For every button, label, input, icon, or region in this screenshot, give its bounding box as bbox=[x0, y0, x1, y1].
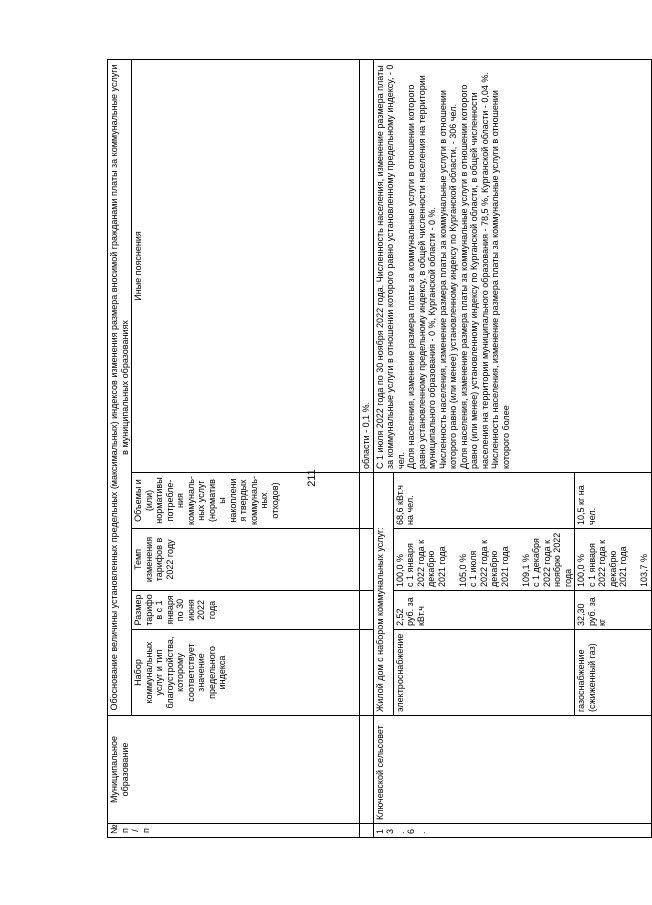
row-explanation: С 1 июля 2022 года по 30 ноября 2022 года. Численность населения, изменение размера платы за коммунальные услуги в отношении которого равно установленному предельному индексу, - 0 чел. Доля населения, изменение размера платы за коммунальные услуги в отношении которого равно установленному предельному индексу, в общей численности населения на территории муниципального образования - 0 %, Курганской области - 0 %. Численность населения, изменение размера платы за коммунальные услуги в отношении которого равно (или менее) установленному индексу по Курганской области, - 306 чел. Доля населения, изменение размера платы за коммунальные услуги в отношении которого равно (или менее) установленному индексу по Курганской области, в общей численности населения на территории муниципального образования - 78,5 %, Курганской области - 0,04 %. Численность населения, изменение размера платы за коммунальные услуги в отношении которого более bbox=[373, 59, 651, 472]
page-number: 211 bbox=[306, 469, 318, 487]
service-name: электроснабжение bbox=[393, 630, 575, 716]
rotated-table-container bbox=[107, 60, 649, 838]
service-rate: 100,0 % с 1 января 2022 года к декабрю 2021 года 105,0 % с 1 июля 2022 года к декабрю 2021 года 109,1 % с 1 декабря 2022 года к ноябрю 2022 года bbox=[393, 529, 575, 591]
header-tariff-rate: Темп изменения тарифов в 2022 году bbox=[132, 529, 360, 591]
row-number: 13.6. bbox=[373, 824, 651, 838]
header-other: Иные пояснения bbox=[132, 59, 360, 472]
header-num: № п/п bbox=[108, 824, 360, 838]
header-justification: Обоснование величины установленных предельных (максимальных) индексов изменения размера вносимой гражданами платы за коммунальные услуги в муниципальных образованиях bbox=[108, 59, 132, 715]
table-row-carryover bbox=[360, 59, 374, 837]
service-name: газоснабжение (сжиженный газ) bbox=[575, 630, 652, 716]
service-volume: 68,6 кВт.ч на чел. bbox=[393, 473, 575, 529]
header-tariff-size: Размер тарифов с 1 января по 30 июня 2022 года bbox=[132, 591, 360, 630]
header-municipality: Муниципальное образование bbox=[108, 716, 360, 824]
service-tariff: 32,30 руб. за кг bbox=[575, 591, 652, 630]
service-volume: 10,5 кг на чел. bbox=[575, 473, 652, 529]
header-volumes: Объемы и (или) нормативы потребле-ния коммуналь-ных услуг (нормативы накопления твердых коммуналь-ных отходов) bbox=[132, 473, 360, 529]
row-service-set: Жилой дом с набором коммунальных услуг: bbox=[373, 473, 393, 716]
table-row bbox=[373, 59, 393, 837]
service-rate: 100,0 % с 1 января 2022 года к декабрю 2021 года 103,7 % bbox=[575, 529, 652, 591]
service-tariff: 2,52 руб. за кВт.ч bbox=[393, 591, 575, 630]
row-municipality: Ключевской сельсовет bbox=[373, 716, 651, 824]
tariff-table bbox=[107, 59, 652, 838]
carry-over-text: области - 0,1 %. bbox=[360, 59, 374, 472]
header-service-set: Набор коммунальных услуг и тип благоустройства, которому соответствует значение предельного индекса bbox=[132, 630, 360, 716]
